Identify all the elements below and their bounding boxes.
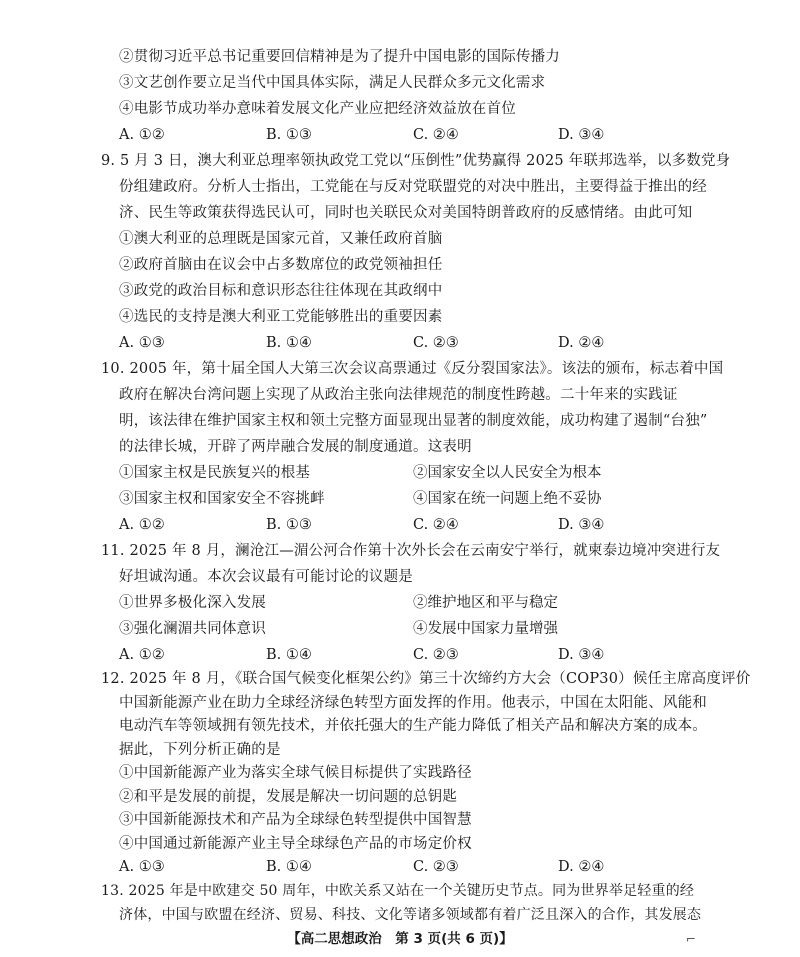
q9-option-b: B. ①④ [266, 335, 312, 351]
q11-option-b: B. ①④ [266, 647, 312, 663]
q10-stem-line-4: 的法律长城，开辟了两岸融合发展的制度通道。这表明 [119, 439, 472, 455]
q9-item-1: ①澳大利亚的总理既是国家元首，又兼任政府首脑 [119, 231, 443, 247]
q13-stem-line-1: 13. 2025 年是中欧建交 50 周年，中欧关系又站在一个关键历史节点。同为世界举足轻重的经 [101, 883, 695, 899]
q11-item-4: ④发展中国家力量增强 [413, 621, 558, 637]
q9-option-d: D. ②④ [558, 335, 605, 351]
q11-stem-line-1: 11. 2025 年 8 月，澜沧江—湄公河合作第十次外长会在云南安宁举行，就柬泰边境冲突进行友 [101, 543, 721, 559]
q10-stem-line-1: 10. 2005 年，第十届全国人大第三次会议高票通过《反分裂国家法》。该法的颁布，标志着中国 [101, 361, 724, 377]
q11-option-d: D. ③④ [558, 647, 605, 663]
corner-mark-icon: ⌐ [686, 932, 697, 946]
q9-stem-line-2: 份组建政府。分析人士指出，工党能在与反对党联盟党的对决中胜出，主要得益于推出的经 [119, 179, 707, 195]
q13-stem-line-2: 济体，中国与欧盟在经济、贸易、科技、文化等诸多领域都有着广泛且深入的合作，其发展态 [119, 907, 702, 923]
q10-option-c: C. ②④ [413, 517, 459, 533]
q9-item-2: ②政府首脑由在议会中占多数席位的政党领袖担任 [119, 257, 443, 273]
q11-option-c: C. ②③ [413, 647, 459, 663]
q11-item-2: ②维护地区和平与稳定 [413, 595, 558, 611]
q10-item-4: ④国家在统一问题上绝不妥协 [413, 491, 602, 507]
q8-option-b: B. ①③ [266, 127, 312, 143]
q11-stem-line-2: 好坦诚沟通。本次会议最有可能讨论的议题是 [119, 569, 413, 585]
q9-item-3: ③政党的政治目标和意识形态往往体现在其政纲中 [119, 283, 443, 299]
q10-option-b: B. ①③ [266, 517, 312, 533]
q12-item-1: ①中国新能源产业为落实全球气候目标提供了实践路径 [119, 765, 472, 781]
q12-option-b: B. ①④ [266, 859, 312, 875]
q8-item-2: ②贯彻习近平总书记重要回信精神是为了提升中国电影的国际传播力 [119, 49, 560, 65]
page-footer: 【高二思想政治 第 3 页(共 6 页)】 [287, 931, 513, 947]
q8-option-d: D. ③④ [558, 127, 605, 143]
q8-option-a: A. ①② [119, 127, 165, 143]
q10-stem-line-2: 政府在解决台湾问题上实现了从政治主张向法律规范的制度性跨越。二十年来的实践证 [119, 387, 678, 403]
q10-item-1: ①国家主权是民族复兴的根基 [119, 465, 311, 481]
q9-option-c: C. ②③ [413, 335, 459, 351]
q9-item-4: ④选民的支持是澳大利亚工党能够胜出的重要因素 [119, 309, 443, 325]
q12-stem-line-3: 电动汽车等领域拥有领先技术，并依托强大的生产能力降低了相关产品和解决方案的成本。 [119, 718, 707, 734]
q10-option-d: D. ③④ [558, 517, 605, 533]
q10-item-2: ②国家安全以人民安全为根本 [413, 465, 602, 481]
q8-item-4: ④电影节成功举办意味着发展文化产业应把经济效益放在首位 [119, 101, 516, 117]
q10-stem-line-3: 明，该法律在维护国家主权和领土完整方面显现出显著的制度效能，成功构建了遏制“台独” [119, 413, 708, 429]
q12-option-a: A. ①③ [119, 859, 165, 875]
q12-option-d: D. ②④ [558, 859, 605, 875]
q9-stem-line-3: 济、民生等政策获得选民认可，同时也关联民众对美国特朗普政府的反感情绪。由此可知 [119, 205, 693, 221]
q12-stem-line-2: 中国新能源产业在助力全球经济绿色转型方面发挥的作用。他表示，中国在太阳能、风能和 [119, 694, 707, 711]
q11-item-3: ③强化澜湄共同体意识 [119, 621, 266, 637]
q12-item-2: ②和平是发展的前提，发展是解决一切问题的总钥匙 [119, 788, 458, 805]
q10-option-a: A. ①② [119, 517, 165, 533]
q10-item-3: ③国家主权和国家安全不容挑衅 [119, 491, 325, 507]
q12-option-c: C. ②③ [413, 859, 459, 875]
q8-item-3: ③文艺创作要立足当代中国具体实际，满足人民群众多元文化需求 [119, 75, 546, 91]
q8-option-c: C. ②④ [413, 127, 459, 143]
q12-stem-line-1: 12. 2025 年 8 月，《联合国气候变化框架公约》第三十次缔约方大会（COP30）候任主席高度评价 [101, 671, 751, 687]
q11-option-a: A. ①② [119, 647, 165, 663]
q11-item-1: ①世界多极化深入发展 [119, 595, 266, 611]
q12-item-3: ③中国新能源技术和产品为全球绿色转型提供中国智慧 [119, 812, 472, 828]
q9-stem-line-1: 9. 5 月 3 日，澳大利亚总理率领执政党工党以“压倒性”优势赢得 2025 年联邦选举，以多数党身 [101, 153, 731, 169]
q12-item-4: ④中国通过新能源产业主导全球绿色产品的市场定价权 [119, 835, 472, 852]
q9-option-a: A. ①③ [119, 335, 165, 351]
q12-stem-line-4: 据此，下列分析正确的是 [119, 741, 281, 758]
